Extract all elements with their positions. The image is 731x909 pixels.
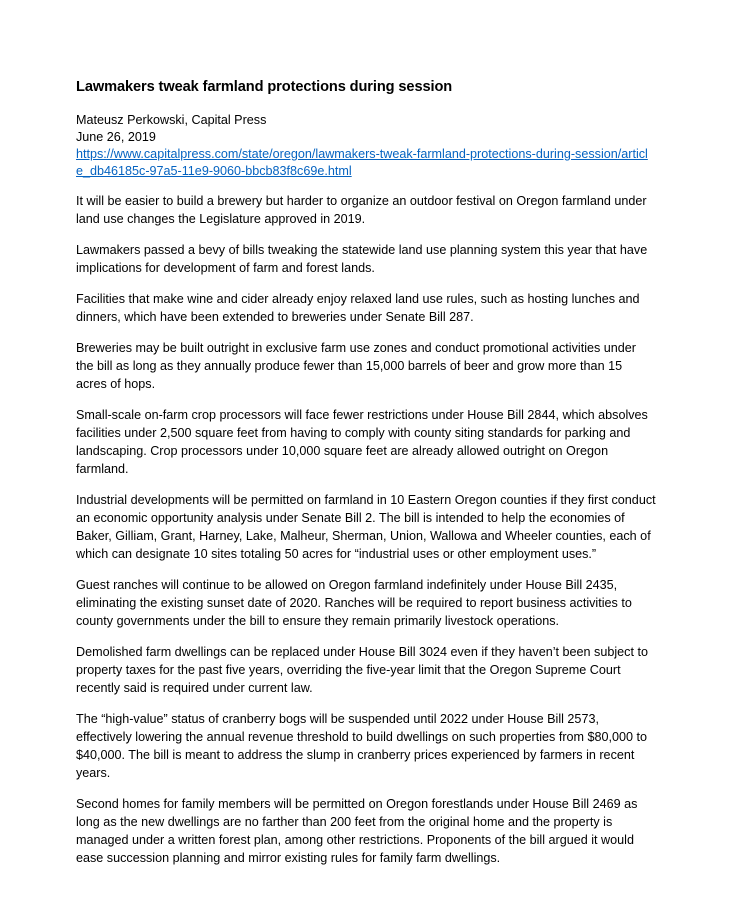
paragraph-3: Facilities that make wine and cider already enjoy relaxed land use rules, such as hosting lunches and dinners, which have been extended to breweries under Senate Bill 287. — [76, 292, 640, 324]
paragraph-6: Industrial developments will be permitted on farmland in 10 Eastern Oregon counties if they first conduct an economic opportunity analysis under Senate Bill 2. The bill is intended to help the economies of Baker, Gilliam, Grant, Harney, Lake, Malheur, Sherman, Union, Wallowa and Wheeler counties, each of which can designate 10 sites totaling 50 acres for “industrial uses or other employment uses.” — [76, 493, 656, 561]
paragraph-10: Second homes for family members will be permitted on Oregon forestlands under House Bill 2469 as long as the new dwellings are no farther than 200 feet from the original home and the property is managed under a written forest plan, among other restrictions. Proponents of the bill argued it would ease succession planning and mirror existing rules for family farm dwellings. — [76, 797, 638, 865]
article-date: June 26, 2019 — [76, 130, 156, 144]
paragraph-9: The “high-value” status of cranberry bogs will be suspended until 2022 under House Bill 2573, effectively lowering the annual revenue threshold to build dwellings on such properties from $80,000 to $40,000. The bill is meant to address the slump in cranberry prices experienced by farmers in recent years. — [76, 712, 648, 780]
document-page — [76, 78, 656, 880]
article-meta — [76, 112, 656, 180]
article-byline: Mateusz Perkowski, Capital Press — [76, 113, 267, 127]
article-title: Lawmakers tweak farmland protections during session — [76, 79, 453, 95]
paragraph-1: It will be easier to build a brewery but harder to organize an outdoor festival on Oregon farmland under land use changes the Legislature approved in 2019. — [76, 194, 647, 226]
paragraph-7: Guest ranches will continue to be allowed on Oregon farmland indefinitely under House Bill 2435, eliminating the existing sunset date of 2020. Ranches will be required to report business activities to county governments under the bill to ensure they remain primarily livestock operations. — [76, 578, 632, 628]
article-source-link[interactable]: https://www.capitalpress.com/state/oregon/lawmakers-tweak-farmland-protections-during-session/article_db46185c-97a5-11e9-9060-bbcb83f8c69e.html — [76, 147, 648, 178]
paragraph-4: Breweries may be built outright in exclusive farm use zones and conduct promotional activities under the bill as long as they annually produce fewer than 15,000 barrels of beer and grow more than 15 acres of hops. — [76, 341, 637, 391]
paragraph-8: Demolished farm dwellings can be replaced under House Bill 3024 even if they haven’t been subject to property taxes for the past five years, overriding the five-year limit that the Oregon Supreme Court recently said is required under current law. — [76, 645, 648, 695]
paragraph-2: Lawmakers passed a bevy of bills tweaking the statewide land use planning system this year that have implications for development of farm and forest lands. — [76, 243, 648, 275]
paragraph-5: Small-scale on-farm crop processors will face fewer restrictions under House Bill 2844, which absolves facilities under 2,500 square feet from having to comply with county siting standards for parking and landscaping. Crop processors under 10,000 square feet are already allowed outright on Oregon farmland. — [76, 408, 648, 476]
